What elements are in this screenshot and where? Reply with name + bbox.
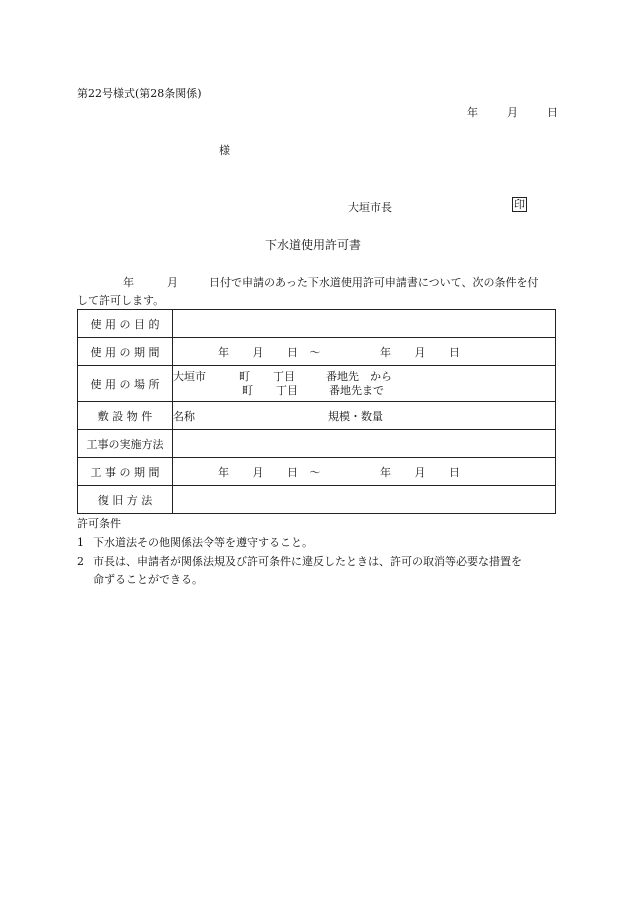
- work-start-year: 年: [218, 465, 229, 479]
- table-row: [78, 402, 556, 430]
- location-from-line: [173, 370, 555, 384]
- intro-line-1: [123, 274, 538, 290]
- chome-label-2: 丁目: [276, 383, 298, 397]
- use-start-month: 月: [252, 345, 264, 359]
- issuer-title: 大垣市長: [348, 201, 392, 214]
- name-label: 名称: [173, 409, 195, 423]
- construction-method-label: 工事の実施方法: [78, 430, 173, 458]
- use-period-label: 使 用 の 期 間: [78, 338, 173, 366]
- table-row: [78, 310, 556, 338]
- location-value: [173, 366, 556, 402]
- table-row: [78, 430, 556, 458]
- address-from: 番地先 から: [326, 369, 392, 383]
- date-year: 年: [467, 106, 478, 119]
- use-end-day: 日: [449, 345, 460, 359]
- restoration-method-value: [173, 486, 556, 514]
- construction-method-value: [173, 430, 556, 458]
- issue-date: [467, 104, 558, 120]
- installed-object-value: [173, 402, 556, 430]
- purpose-value: [173, 310, 556, 338]
- permit-details-table: [77, 309, 556, 514]
- installed-object-label: 敷 設 物 件: [78, 402, 173, 430]
- document-title: 下水道使用許可書: [265, 238, 362, 252]
- chome-label: 丁目: [273, 369, 295, 383]
- town-label: 町: [239, 369, 250, 383]
- work-end-year: 年: [380, 465, 391, 479]
- intro-month: 月: [167, 276, 178, 289]
- city-name: 大垣市: [173, 369, 206, 383]
- condition-number: 1: [77, 536, 84, 549]
- condition-item-2: [77, 553, 522, 571]
- condition-item-2-continued: 命ずることができる。: [93, 573, 203, 586]
- restoration-method-label: 復 旧 方 法: [78, 486, 173, 514]
- work-start-month: 月: [252, 465, 264, 479]
- condition-text: 下水道法その他関係法令等を遵守すること。: [93, 536, 313, 549]
- work-start-day: 日: [287, 465, 298, 479]
- condition-item-1: [77, 534, 313, 552]
- purpose-label: 使 用 の 目 的: [78, 310, 173, 338]
- construction-period-value: [173, 458, 556, 486]
- form-reference: 第22号様式(第28条関係): [77, 87, 202, 100]
- intro-line-2: して許可します。: [77, 294, 165, 307]
- table-row: [78, 338, 556, 366]
- intro-year: 年: [123, 276, 134, 289]
- condition-number: 2: [77, 555, 84, 568]
- table-row: [78, 366, 556, 402]
- construction-period-label: 工 事 の 期 間: [78, 458, 173, 486]
- conditions-heading: 許可条件: [77, 517, 121, 530]
- address-to: 番地先まで: [329, 383, 384, 397]
- condition-text: 市長は、申請者が関係法規及び許可条件に違反したときは、許可の取消等必要な措置を: [93, 555, 522, 568]
- date-month: 月: [507, 106, 518, 119]
- work-end-day: 日: [449, 465, 460, 479]
- scale-label: 規模・数量: [328, 409, 383, 423]
- intro-text: 日付で申請のあった下水道使用許可申請書について、次の条件を付: [209, 276, 539, 289]
- use-end-year: 年: [380, 345, 391, 359]
- table-row: [78, 458, 556, 486]
- period-separator: 〜: [309, 345, 321, 359]
- date-day: 日: [547, 106, 558, 119]
- location-label: 使 用 の 場 所: [78, 366, 173, 402]
- use-end-month: 月: [414, 345, 426, 359]
- location-to-line: [173, 384, 555, 398]
- use-start-day: 日: [287, 345, 298, 359]
- use-period-value: [173, 338, 556, 366]
- period-separator: 〜: [309, 465, 321, 479]
- work-end-month: 月: [414, 465, 426, 479]
- seal-icon: 印: [514, 198, 525, 211]
- addressee-suffix: 様: [219, 144, 230, 157]
- town-label-2: 町: [242, 383, 253, 397]
- table-row: [78, 486, 556, 514]
- seal-mark: [512, 197, 527, 212]
- use-start-year: 年: [218, 345, 229, 359]
